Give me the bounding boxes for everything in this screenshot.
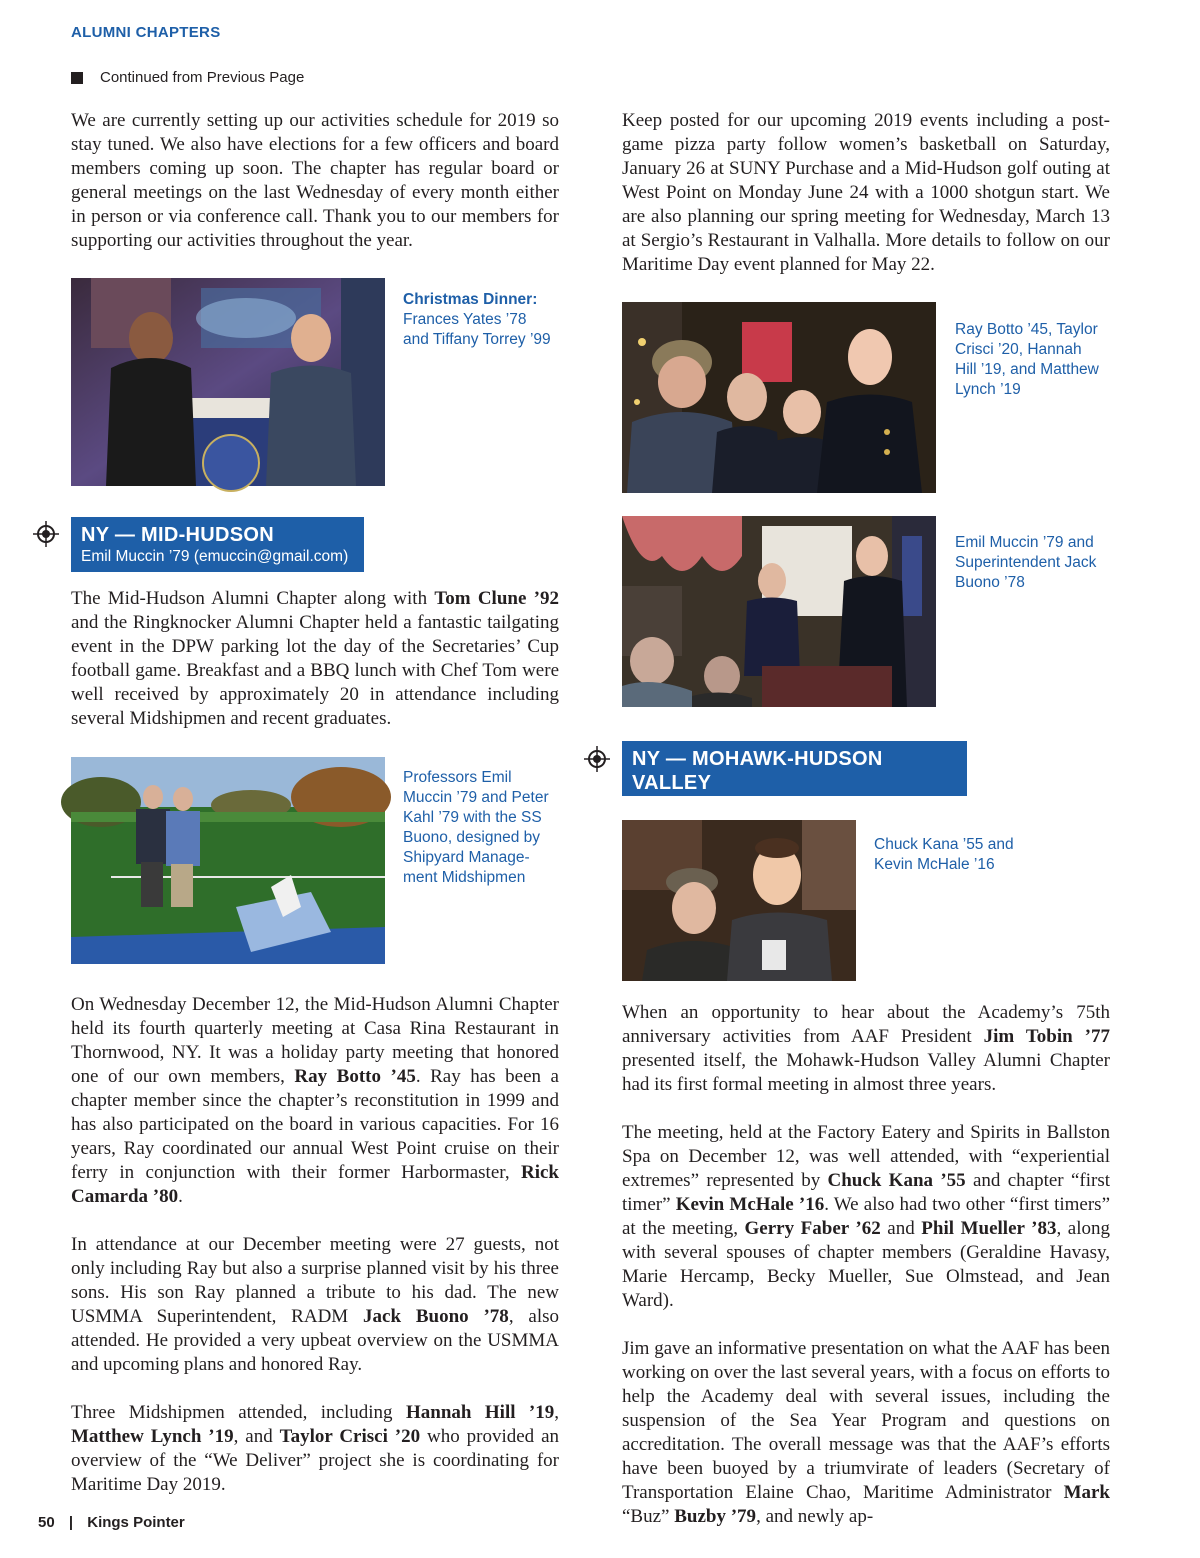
professors-caption [403,768,573,888]
professors-caption-line: Muccin ’79 and Peter [403,789,549,806]
section-label: ALUMNI CHAPTERS [71,24,221,41]
kana-caption-line: Kevin McHale ’16 [874,856,995,873]
ray-botto-group-photo [622,302,936,493]
compass-icon [584,746,610,772]
ray-botto-caption-line: Hill ’19, and Matthew [955,361,1099,378]
christmas-dinner-photo [71,278,385,486]
mid-hudson-contact: Emil Muccin ’79 (emuccin@gmail.com) [81,548,349,565]
right-top-paragraph: Keep posted for our upcoming 2019 events including a post-game pizza party follow women’s basketball on Saturday, January 26 at SUNY Purchase and a Mid-Hudson golf outing at West Point on Monday June 24 with a 1000 shotgun start. We are also planning our spring meeting for Wednesday, March 13 at Sergio’s Restaurant in Valhalla. More details to follow on our Maritime Day event planned for May 22. [622,110,1110,275]
mid-hudson-paragraph-3: In attendance at our December meeting were 27 guests, not only including Ray but also a surprise planned visit by his three sons. His son Ray planned a tribute to his dad. The new USMMA Superintendent, RADM Jack Buono ’78, also attended. He provided a very upbeat overview on the USMMA and upcoming plans and honored Ray. [71,1234,559,1375]
ray-botto-caption-line: Lynch ’19 [955,381,1021,398]
professors-caption-line: Kahl ’79 with the SS [403,809,542,826]
christmas-caption-title: Christmas Dinner: [403,291,538,308]
mid-hudson-title: NY — MID-HUDSON [81,524,275,546]
mid-hudson-lower-text [71,993,559,1521]
ray-botto-caption [955,320,1125,400]
professors-caption-line: Professors Emil [403,769,512,786]
muccin-caption [955,533,1125,593]
christmas-caption-line: Frances Yates ’78 [403,311,527,328]
left-top-paragraph: We are currently setting up our activities schedule for 2019 so stay tuned. We also have elections for a few officers and board members coming up soon. The chapter has regular board or general meetings on the last Wednesday of every month either in person or via conference call. Thank you to our members for supporting our activities throughout the year. [71,110,559,251]
mohawk-lower-text [622,1001,1111,1527]
professors-caption-line: Buono, designed by [403,829,541,846]
continued-text: Continued from Previous Page [100,69,305,86]
footer-separator: | [68,1514,74,1531]
professors-photo [71,757,385,964]
mid-hudson-header [71,517,364,572]
muccin-caption-line: Superintendent Jack [955,554,1097,571]
muccin-buono-photo [622,516,936,707]
continued-note [71,69,304,86]
professors-caption-line: ment Midshipmen [403,869,526,886]
ray-botto-caption-line: Ray Botto ’45, Taylor [955,321,1098,338]
christmas-caption [403,290,583,350]
mid-hudson-paragraph-2: On Wednesday December 12, the Mid-Hudson Alumni Chapter held its fourth quarterly meeting at Casa Rina Restaurant in Thornwood, NY. It was a holiday party meeting that honored one of our own members, Ray Botto ’45. Ray has been a chapter member since the chapter’s reconstitution in 1999 and has also participated on the board in various capacities. For 16 years, Ray coordinated our annual West Point cruise on their ferry in conjunction with their former Harbormaster, Rick Camarda ’80. [71,994,559,1207]
square-bullet-icon [71,72,83,84]
mohawk-title: NY — MOHAWK-HUDSON VALLEY [632,748,883,794]
page-footer [38,1514,185,1531]
christmas-caption-line: and Tiffany Torrey ’99 [403,331,551,348]
muccin-caption-line: Buono ’78 [955,574,1025,591]
compass-icon [33,521,59,547]
professors-caption-line: Shipyard Manage- [403,849,530,866]
mid-hudson-paragraph-4: Three Midshipmen attended, including Hannah Hill ’19, Matthew Lynch ’19, and Taylor Crisci ’20 who provided an overview of the “We Deliver” project she is coordinating for Maritime Day 2019. [71,1402,560,1495]
mohawk-header [622,741,967,813]
kana-caption [874,835,1054,875]
kana-caption-line: Chuck Kana ’55 and [874,836,1014,853]
mohawk-paragraph-1: When an opportunity to hear about the Academy’s 75th anniversary activities from AAF President Jim Tobin ’77 presented itself, the Mohawk-Hudson Valley Alumni Chapter had its first formal meeting in almost three years. [622,1002,1110,1095]
muccin-caption-line: Emil Muccin ’79 and [955,534,1094,551]
mid-hudson-paragraph-1: The Mid-Hudson Alumni Chapter along with Tom Clune ’92 and the Ringknocker Alumni Chapter held a fantastic tailgating event in the DPW parking lot the day of the Secretaries’ Cup football game. Breakfast and a BBQ lunch with Chef Tom were well received by approximately 20 in attendance including several Midshipmen and recent graduates. [71,588,559,729]
kana-mchale-photo [622,820,856,981]
publication-name: Kings Pointer [87,1514,185,1531]
ray-botto-caption-line: Crisci ’20, Hannah [955,341,1082,358]
mohawk-paragraph-2: The meeting, held at the Factory Eatery and Spirits in Ballston Spa on December 12, was well attended, with “experiential extremes” represented by Chuck Kana ’55 and chapter “first timer” Kevin McHale ’16. We also had two other “first timers” at the meeting, Gerry Faber ’62 and Phil Mueller ’83, along with several spouses of chapter members (Geraldine Havasy, Marie Hercamp, Becky Mueller, Sue Olmstead, and Jean Ward). [622,1122,1111,1311]
mohawk-contact: Paul Sturm ’86 (psturm@nycap.rr.com) [632,796,901,813]
mohawk-paragraph-3: Jim gave an informative presentation on what the AAF has been working on over the last several years, with a focus on efforts to help the Academy deal with several issues, including the suspension of the Sea Year Program and questions on accreditation. The overall message was that the AAF’s efforts have been buoyed by a triumvirate of leaders (Secretary of Transportation Elaine Chao, Maritime Administrator Mark “Buz” Buzby ’79, and newly ap- [622,1338,1110,1527]
page-number: 50 [38,1514,55,1531]
